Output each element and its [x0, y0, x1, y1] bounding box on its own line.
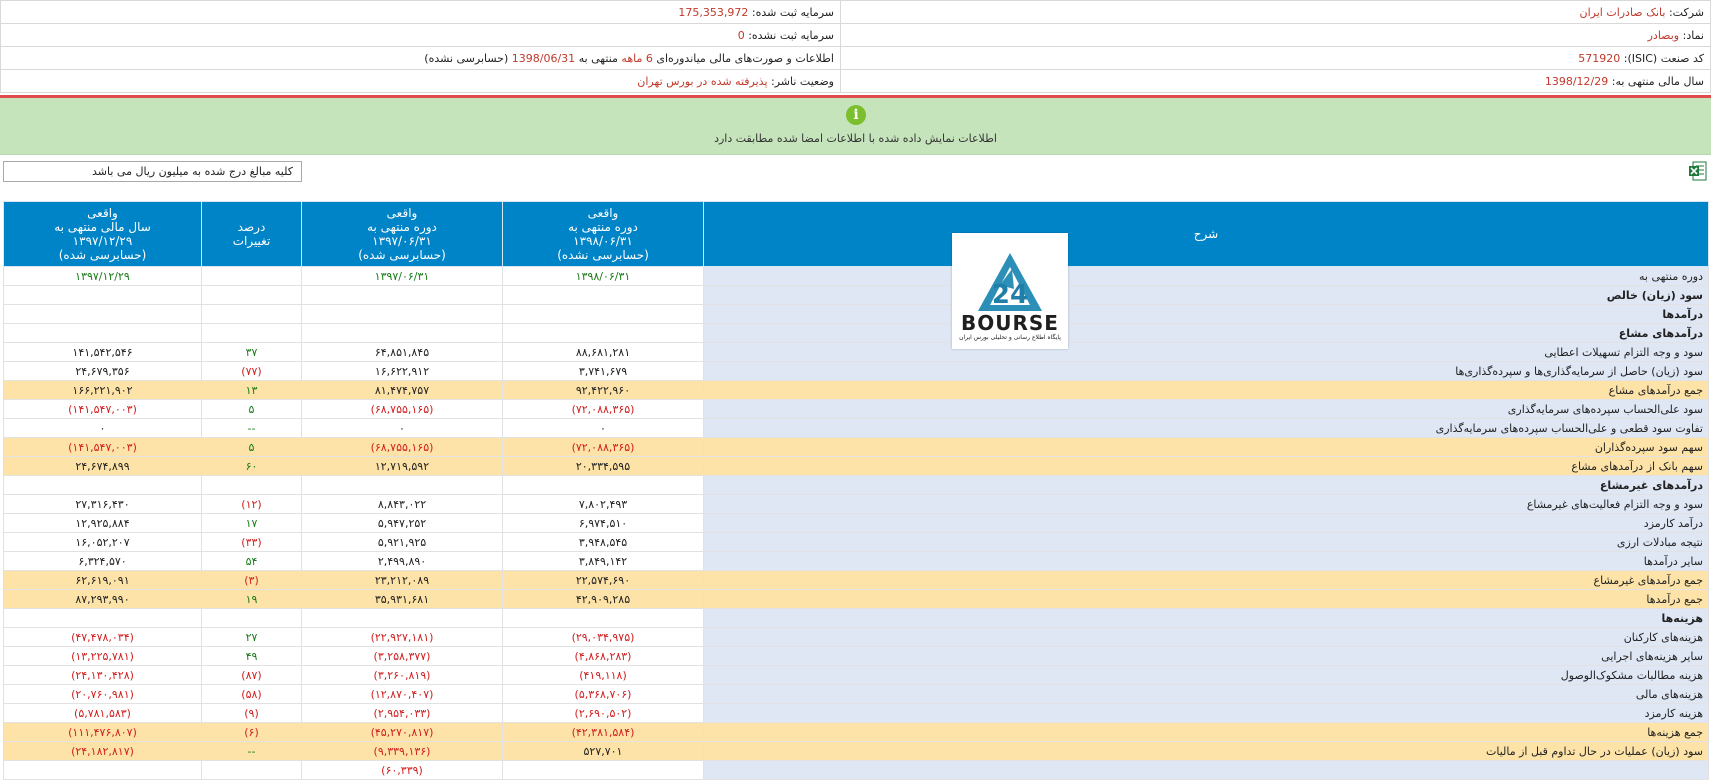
row-description: سود (زیان) خالص	[704, 286, 1709, 305]
row-value-c3: (۵۸)	[202, 685, 302, 704]
header-col2-line4: (حسابرسی شده)	[358, 248, 446, 262]
table-row	[4, 362, 1709, 381]
row-value-c2: (۳,۲۵۸,۳۷۷)	[302, 647, 503, 666]
row-value-c4: ۱۲,۹۲۵,۸۸۴	[4, 514, 202, 533]
row-value-c3: (۶)	[202, 723, 302, 742]
table-row	[4, 742, 1709, 761]
reg-capital-cell	[1, 1, 841, 24]
row-value-c1: ۲۰,۳۳۴,۵۹۵	[503, 457, 704, 476]
row-description: درآمدهای غیرمشاع	[704, 476, 1709, 495]
row-value-c1: ۳,۷۴۱,۶۷۹	[503, 362, 704, 381]
row-value-c1: (۴۲,۳۸۱,۵۸۴)	[503, 723, 704, 742]
row-value-c1	[503, 324, 704, 343]
symbol-label: نماد:	[1682, 28, 1704, 42]
row-value-c4: ۱۶,۰۵۲,۲۰۷	[4, 533, 202, 552]
row-value-c1: ۴۲,۹۰۹,۲۸۵	[503, 590, 704, 609]
table-row	[4, 666, 1709, 685]
row-value-c3	[202, 761, 302, 780]
row-value-c4: (۱۳,۲۲۵,۷۸۱)	[4, 647, 202, 666]
row-value-c1: ۰	[503, 419, 704, 438]
table-row	[4, 647, 1709, 666]
row-value-c4: ۸۷,۲۹۳,۹۹۰	[4, 590, 202, 609]
symbol-value[interactable]: وبصادر	[1647, 28, 1680, 42]
row-value-c4: (۵,۷۸۱,۵۸۳)	[4, 704, 202, 723]
row-value-c3: (۱۲)	[202, 495, 302, 514]
row-value-c2: ۰	[302, 419, 503, 438]
row-value-c2: ۱۲,۷۱۹,۵۹۲	[302, 457, 503, 476]
row-value-c3: --	[202, 742, 302, 761]
row-description: سود (زیان) حاصل از سرمایه‌گذاری‌ها و سپرده‌گذاری‌ها	[704, 362, 1709, 381]
row-description: سهم سود سپرده‌گذاران	[704, 438, 1709, 457]
row-description: جمع هزینه‌ها	[704, 723, 1709, 742]
header-col1	[503, 202, 704, 267]
reg-capital-label: سرمایه ثبت شده:	[751, 5, 834, 19]
header-col2-line2: دوره منتهی به	[367, 220, 437, 234]
row-value-c4: (۲۰,۷۶۰,۹۸۱)	[4, 685, 202, 704]
header-desc: شرح	[704, 202, 1709, 267]
header-col4-line1: واقعی	[87, 206, 118, 220]
table-row	[4, 381, 1709, 400]
unreg-capital-cell	[1, 24, 841, 47]
table-row	[4, 343, 1709, 362]
row-value-c4	[4, 761, 202, 780]
units-note: کلیه مبالغ درج شده به میلیون ریال می باشد	[3, 161, 302, 182]
row-description: نتیجه مبادلات ارزی	[704, 533, 1709, 552]
row-description: درآمد کارمزد	[704, 514, 1709, 533]
row-value-c2	[302, 476, 503, 495]
row-value-c1: ۷,۸۰۲,۴۹۳	[503, 495, 704, 514]
row-description: تفاوت سود قطعی و علی‌الحساب سپرده‌های سرمایه‌گذاری	[704, 419, 1709, 438]
table-row	[4, 305, 1709, 324]
header-col2-line1: واقعی	[386, 206, 418, 220]
row-value-c2: ۵,۹۲۱,۹۲۵	[302, 533, 503, 552]
row-value-c3	[202, 305, 302, 324]
row-value-c3	[202, 286, 302, 305]
row-value-c4	[4, 286, 202, 305]
fiscal-label: سال مالی منتهی به:	[1611, 74, 1704, 88]
row-value-c2: ۲۳,۲۱۲,۰۸۹	[302, 571, 503, 590]
row-value-c3: ۱۷	[202, 514, 302, 533]
row-value-c4	[4, 476, 202, 495]
row-value-c4	[4, 324, 202, 343]
row-value-c2: ۳۵,۹۳۱,۶۸۱	[302, 590, 503, 609]
row-value-c2: (۶۸,۷۵۵,۱۶۵)	[302, 400, 503, 419]
table-body	[4, 267, 1709, 780]
table-row	[4, 457, 1709, 476]
svg-text:24: 24	[991, 280, 1029, 310]
row-value-c3: ۵	[202, 438, 302, 457]
row-description: سهم بانک از درآمدهای مشاع	[704, 457, 1709, 476]
row-value-c4: ۱۳۹۷/۱۲/۲۹	[4, 267, 202, 286]
row-value-c2: (۴۵,۲۷۰,۸۱۷)	[302, 723, 503, 742]
row-value-c4: (۱۴۱,۵۴۷,۰۰۳)	[4, 438, 202, 457]
header-col4-line3: ۱۳۹۷/۱۲/۲۹	[72, 234, 133, 248]
row-value-c1	[503, 286, 704, 305]
table-row	[4, 476, 1709, 495]
row-value-c3: (۷۷)	[202, 362, 302, 381]
excel-export-icon[interactable]	[1689, 161, 1707, 181]
row-value-c3	[202, 267, 302, 286]
table-row	[4, 324, 1709, 343]
table-row	[4, 514, 1709, 533]
row-description: هزینه‌های مالی	[704, 685, 1709, 704]
header-col1-line2: دوره منتهی به	[568, 220, 638, 234]
row-value-c3: ۵	[202, 400, 302, 419]
company-label: شرکت:	[1668, 5, 1704, 19]
row-description: سود و وجه التزام تسهیلات اعطایی	[704, 343, 1709, 362]
header-col3-line2: تغییرات	[232, 234, 271, 248]
symbol-cell	[841, 24, 1711, 47]
row-value-c3: (۳۳)	[202, 533, 302, 552]
header-col4	[4, 202, 202, 267]
table-row	[4, 761, 1709, 780]
reg-capital-value: 175,353,972	[678, 5, 749, 19]
row-value-c3: (۳)	[202, 571, 302, 590]
row-value-c4: ۱۴۱,۵۴۲,۵۴۶	[4, 343, 202, 362]
row-value-c3: ۴۹	[202, 647, 302, 666]
row-value-c4: ۲۷,۳۱۶,۴۳۰	[4, 495, 202, 514]
row-value-c3	[202, 609, 302, 628]
row-value-c1: ۳,۹۴۸,۵۴۵	[503, 533, 704, 552]
row-value-c3: ۵۴	[202, 552, 302, 571]
row-value-c1	[503, 476, 704, 495]
header-col4-line2: سال مالی منتهی به	[54, 220, 151, 234]
row-value-c4: (۱۴۱,۵۴۷,۰۰۳)	[4, 400, 202, 419]
row-value-c4: ۶۲,۶۱۹,۰۹۱	[4, 571, 202, 590]
row-value-c4: (۲۴,۱۸۲,۸۱۷)	[4, 742, 202, 761]
bourse24-logo	[952, 233, 1068, 349]
row-value-c1: ۳,۸۴۹,۱۴۲	[503, 552, 704, 571]
table-header-row	[4, 202, 1709, 267]
row-value-c1: ۹۲,۴۲۲,۹۶۰	[503, 381, 704, 400]
row-description: درآمدها	[704, 305, 1709, 324]
row-value-c1: (۲۹,۰۳۴,۹۷۵)	[503, 628, 704, 647]
row-value-c1: (۷۲,۰۸۸,۳۶۵)	[503, 438, 704, 457]
unreg-capital-label: سرمایه ثبت نشده:	[748, 28, 834, 42]
row-description: جمع درآمدهای غیرمشاع	[704, 571, 1709, 590]
row-value-c1: (۴,۸۶۸,۲۸۳)	[503, 647, 704, 666]
logo-text: BOURSE	[961, 311, 1059, 335]
row-value-c4: (۲۴,۱۳۰,۴۲۸)	[4, 666, 202, 685]
company-cell	[841, 1, 1711, 24]
row-value-c2: ۲,۴۹۹,۸۹۰	[302, 552, 503, 571]
row-value-c3: (۹)	[202, 704, 302, 723]
row-value-c1: ۵۲۷,۷۰۱	[503, 742, 704, 761]
row-value-c2: (۶۸,۷۵۵,۱۶۵)	[302, 438, 503, 457]
row-value-c3	[202, 476, 302, 495]
row-description: سود علی‌الحساب سپرده‌های سرمایه‌گذاری	[704, 400, 1709, 419]
row-value-c1	[503, 761, 704, 780]
row-value-c3	[202, 324, 302, 343]
row-value-c1: (۷۲,۰۸۸,۳۶۵)	[503, 400, 704, 419]
unreg-capital-value: 0	[737, 28, 745, 42]
row-value-c2	[302, 324, 503, 343]
row-value-c2: ۸۱,۴۷۴,۷۵۷	[302, 381, 503, 400]
fiscal-cell	[841, 70, 1711, 93]
row-value-c2: ۸,۸۴۳,۰۲۲	[302, 495, 503, 514]
row-value-c2: ۵,۹۴۷,۲۵۲	[302, 514, 503, 533]
row-value-c1: (۵,۳۶۸,۷۰۶)	[503, 685, 704, 704]
header-col3	[202, 202, 302, 267]
bourse24-logo-mark	[952, 233, 1068, 313]
row-value-c3: --	[202, 419, 302, 438]
publisher-label: وضعیت ناشر:	[771, 74, 834, 88]
row-value-c4	[4, 609, 202, 628]
row-value-c3: ۲۷	[202, 628, 302, 647]
row-value-c1: ۲۲,۵۷۴,۶۹۰	[503, 571, 704, 590]
row-value-c1: ۶,۹۷۴,۵۱۰	[503, 514, 704, 533]
row-value-c2: ۱۳۹۷/۰۶/۳۱	[302, 267, 503, 286]
header-col4-line4: (حسابرسی شده)	[58, 248, 147, 262]
row-value-c1	[503, 305, 704, 324]
row-value-c2: (۹,۳۳۹,۱۳۶)	[302, 742, 503, 761]
row-value-c4: ۰	[4, 419, 202, 438]
row-value-c4: (۱۱۱,۴۷۶,۸۰۷)	[4, 723, 202, 742]
publisher-value: پذیرفته شده در بورس تهران	[637, 74, 768, 88]
row-value-c1: (۴۱۹,۱۱۸)	[503, 666, 704, 685]
row-description: سود و وجه التزام فعالیت‌های غیرمشاع	[704, 495, 1709, 514]
row-value-c1: ۱۳۹۸/۰۶/۳۱	[503, 267, 704, 286]
row-value-c2: (۲۲,۹۲۷,۱۸۱)	[302, 628, 503, 647]
company-info-table	[0, 0, 1711, 93]
notice-message: اطلاعات نمایش داده شده با اطلاعات امضا شده مطابقت دارد	[714, 132, 997, 145]
header-col2	[302, 202, 503, 267]
row-value-c4: ۱۶۶,۲۲۱,۹۰۲	[4, 381, 202, 400]
header-col1-line4: (حسابرسی نشده)	[557, 248, 649, 262]
header-col2-line3: ۱۳۹۷/۰۶/۳۱	[372, 234, 432, 248]
report-suffix: (حسابرسی نشده)	[424, 51, 509, 65]
header-col3-line1: درصد	[237, 220, 266, 234]
table-row	[4, 419, 1709, 438]
info-icon: i	[846, 105, 866, 125]
table-row	[4, 723, 1709, 742]
row-value-c4: ۶,۳۲۴,۵۷۰	[4, 552, 202, 571]
table-row	[4, 552, 1709, 571]
table-row	[4, 286, 1709, 305]
row-value-c4	[4, 305, 202, 324]
financial-table	[3, 201, 1709, 780]
table-row	[4, 685, 1709, 704]
publisher-cell	[1, 70, 841, 93]
row-value-c2: ۶۴,۸۵۱,۸۴۵	[302, 343, 503, 362]
header-col1-line3: ۱۳۹۸/۰۶/۳۱	[573, 234, 633, 248]
row-value-c4: ۲۴,۶۷۹,۳۵۶	[4, 362, 202, 381]
row-value-c2	[302, 305, 503, 324]
report-date: 1398/06/31	[511, 51, 576, 65]
row-value-c3: (۸۷)	[202, 666, 302, 685]
row-value-c2	[302, 286, 503, 305]
row-value-c2: (۱۲,۸۷۰,۴۰۷)	[302, 685, 503, 704]
row-value-c3: ۶۰	[202, 457, 302, 476]
row-description: جمع درآمدهای مشاع	[704, 381, 1709, 400]
table-row	[4, 400, 1709, 419]
row-value-c3: ۱۳	[202, 381, 302, 400]
row-description: سود (زیان) عملیات در حال تداوم قبل از مالیات	[704, 742, 1709, 761]
row-description: هزینه‌ها	[704, 609, 1709, 628]
fiscal-value: 1398/12/29	[1544, 74, 1609, 88]
table-row	[4, 590, 1709, 609]
row-description	[704, 761, 1709, 780]
row-value-c1	[503, 609, 704, 628]
row-value-c3: ۱۹	[202, 590, 302, 609]
row-description: هزینه‌های کارکنان	[704, 628, 1709, 647]
row-description: سایر هزینه‌های اجرایی	[704, 647, 1709, 666]
row-value-c2	[302, 609, 503, 628]
table-row	[4, 267, 1709, 286]
table-row	[4, 704, 1709, 723]
row-description: هزینه مطالبات مشکوک‌الوصول	[704, 666, 1709, 685]
report-prefix: اطلاعات و صورت‌های مالی میاندوره‌ای	[656, 51, 834, 65]
row-value-c2: (۶۰,۳۳۹)	[302, 761, 503, 780]
table-row	[4, 495, 1709, 514]
table-row	[4, 571, 1709, 590]
row-description: دوره منتهی به	[704, 267, 1709, 286]
row-value-c1: (۲,۶۹۰,۵۰۲)	[503, 704, 704, 723]
table-row	[4, 533, 1709, 552]
row-description: هزینه کارمزد	[704, 704, 1709, 723]
logo-subtitle: پایگاه اطلاع رسانی و تحلیلی بورس ایران	[959, 334, 1061, 341]
isic-cell	[841, 47, 1711, 70]
row-description: درآمدهای مشاع	[704, 324, 1709, 343]
report-title-cell	[1, 47, 841, 70]
isic-value: 571920	[1578, 51, 1621, 65]
row-value-c2: ۱۶,۶۲۲,۹۱۲	[302, 362, 503, 381]
table-row	[4, 609, 1709, 628]
row-value-c2: (۳,۲۶۰,۸۱۹)	[302, 666, 503, 685]
row-description: جمع درآمدها	[704, 590, 1709, 609]
row-value-c4: ۲۴,۶۷۴,۸۹۹	[4, 457, 202, 476]
report-months: 6 ماهه	[621, 51, 653, 65]
row-value-c3: ۳۷	[202, 343, 302, 362]
verification-notice	[0, 98, 1711, 155]
isic-label: کد صنعت (ISIC):	[1623, 51, 1704, 65]
table-row	[4, 628, 1709, 647]
row-value-c2: (۲,۹۵۴,۰۳۳)	[302, 704, 503, 723]
report-mid: منتهی به	[578, 51, 618, 65]
company-value[interactable]: بانک صادرات ایران	[1579, 5, 1666, 19]
row-value-c4: (۴۷,۴۷۸,۰۳۴)	[4, 628, 202, 647]
table-row	[4, 438, 1709, 457]
header-col1-line1: واقعی	[587, 206, 619, 220]
row-value-c1: ۸۸,۶۸۱,۲۸۱	[503, 343, 704, 362]
row-description: سایر درآمدها	[704, 552, 1709, 571]
